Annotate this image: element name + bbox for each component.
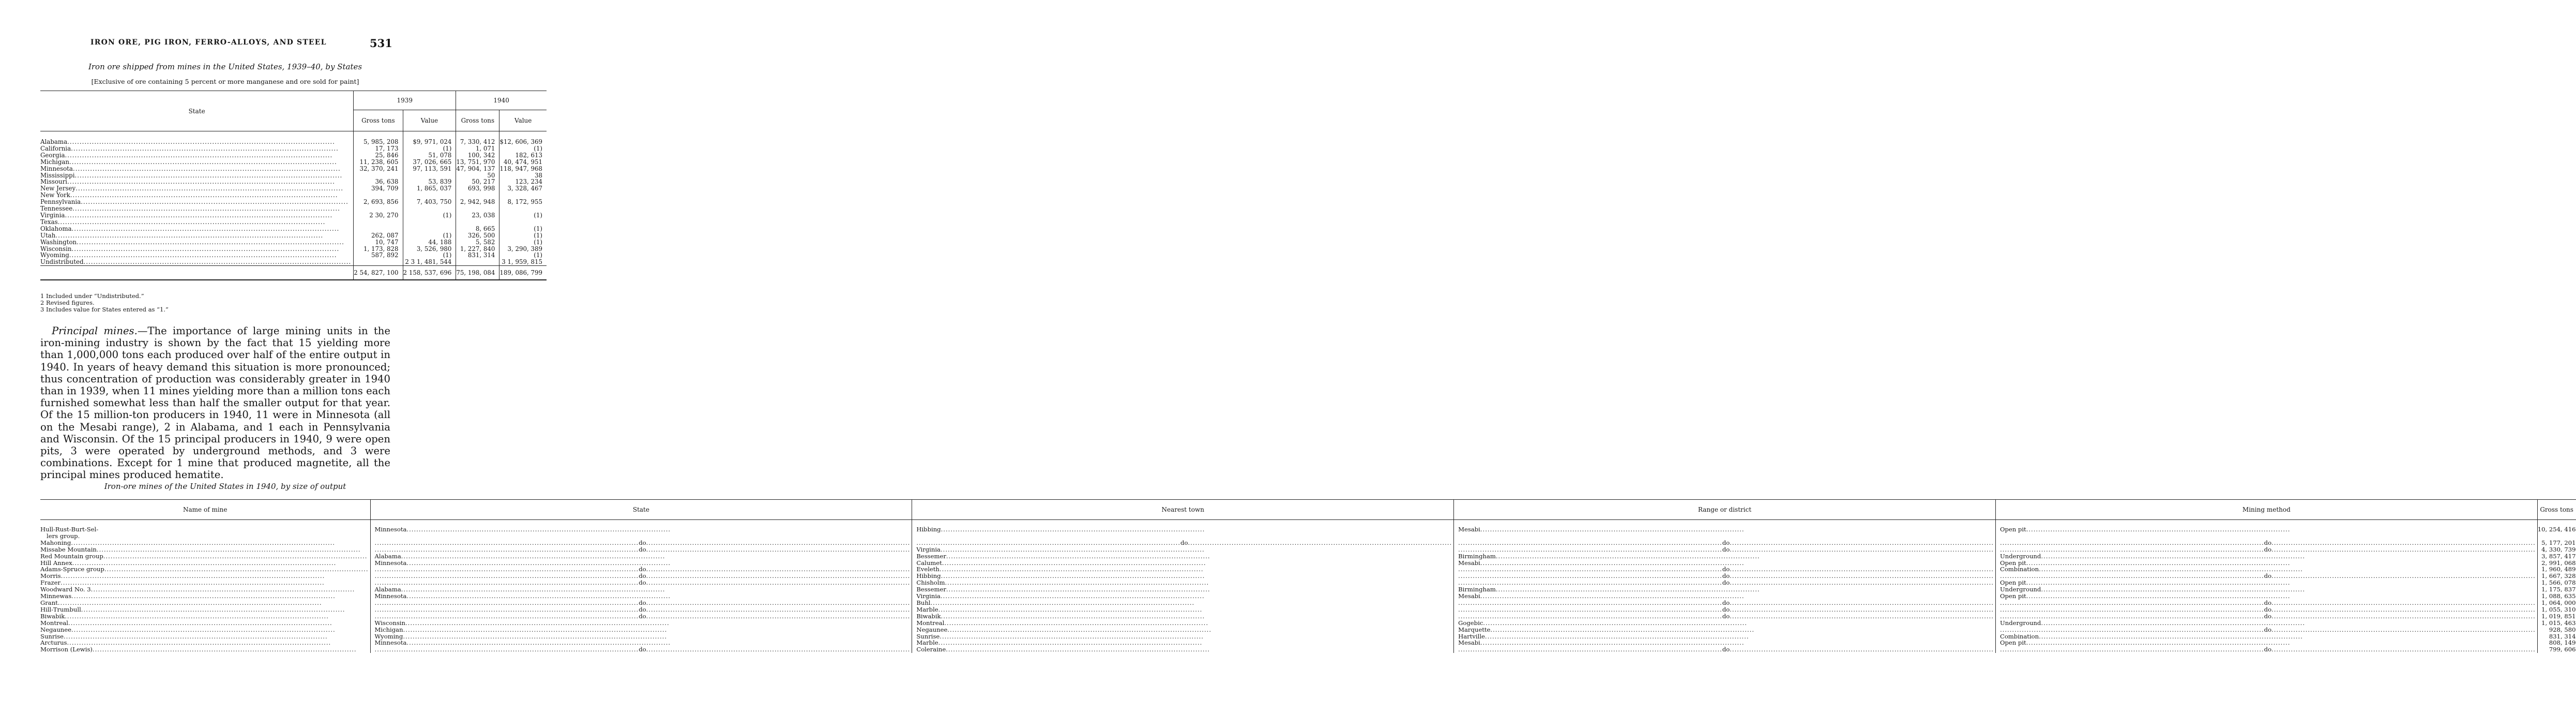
header-gross-tons: Gross tons bbox=[2537, 500, 2575, 520]
cell-gross-tons: 831, 314 bbox=[2537, 633, 2575, 640]
shipments-row bbox=[40, 219, 547, 226]
cell-g40: 50, 217 bbox=[456, 178, 499, 185]
total-v39: 2 158, 537, 696 bbox=[403, 266, 456, 280]
state-name: Undistributed bbox=[40, 258, 84, 266]
value-1939-header: Value bbox=[403, 110, 456, 131]
cell-v39: 97, 113, 591 bbox=[403, 166, 456, 172]
shipments-total-row bbox=[40, 266, 547, 280]
cell-g39: 17, 173 bbox=[354, 145, 403, 152]
cell-town: Marble bbox=[916, 639, 938, 647]
cell-g40: 1, 227, 840 bbox=[456, 246, 499, 252]
gross-tons-1940-header: Gross tons bbox=[456, 110, 499, 131]
cell-v40: (1) bbox=[499, 145, 547, 152]
cell-range: Hartville bbox=[1458, 632, 1485, 640]
cell-state: Minnesota bbox=[374, 559, 407, 567]
cell-range: do bbox=[1722, 566, 1730, 573]
shipments-row bbox=[40, 166, 547, 172]
state-name: Georgia bbox=[40, 151, 65, 159]
cell-state: Minnesota bbox=[374, 592, 407, 600]
cell-g39: 1, 173, 828 bbox=[354, 246, 403, 252]
cell-method: Underground bbox=[1999, 552, 2041, 560]
state-name: Virginia bbox=[40, 211, 65, 219]
cell-method: Combination bbox=[1999, 566, 2039, 573]
cell-g39: 25, 846 bbox=[354, 152, 403, 159]
cell-method: Open pit bbox=[1999, 592, 2026, 600]
cell-range: do bbox=[1722, 545, 1730, 553]
cell-town: Virginia bbox=[916, 592, 941, 600]
cell-range: Mesabi bbox=[1458, 526, 1480, 533]
col-state-header: State bbox=[40, 91, 354, 131]
cell-v40: 182, 613 bbox=[499, 152, 547, 159]
cell-gross-tons: 799, 606 bbox=[2537, 646, 2575, 653]
mine-name: Woodward No. 3 bbox=[40, 586, 91, 593]
mine-name: Sunrise bbox=[40, 632, 64, 640]
cell-g39: 5, 985, 208 bbox=[354, 139, 403, 145]
mine-name: Morrison (Lewis) bbox=[40, 646, 93, 653]
cell-state: do bbox=[639, 599, 646, 606]
cell-town: Marble bbox=[916, 605, 938, 613]
cell-method: Open pit bbox=[1999, 559, 2026, 567]
cell-v39 bbox=[403, 219, 456, 226]
cell-gross-tons: 928, 580 bbox=[2537, 627, 2575, 633]
cell-state: Alabama bbox=[374, 552, 401, 560]
cell-gross-tons: 1, 019, 851 bbox=[2537, 613, 2575, 620]
cell-method: do bbox=[2264, 646, 2272, 653]
cell-g39 bbox=[354, 259, 403, 265]
cell-range: Mesabi bbox=[1458, 592, 1480, 600]
cell-state: Minnesota bbox=[374, 526, 407, 533]
shipments-row bbox=[40, 232, 547, 239]
cell-v40: 123, 234 bbox=[499, 178, 547, 185]
cell-method: Open pit bbox=[1999, 579, 2026, 587]
total-g39: 2 54, 827, 100 bbox=[354, 266, 403, 280]
cell-state: do bbox=[639, 646, 646, 653]
table1-footnotes bbox=[40, 293, 169, 313]
cell-gross-tons: 1, 015, 463 bbox=[2537, 620, 2575, 627]
state-name: Oklahoma bbox=[40, 225, 72, 232]
state-name: Texas bbox=[40, 218, 58, 226]
shipments-row bbox=[40, 259, 547, 265]
shipments-row bbox=[40, 145, 547, 152]
cell-g39: 32, 370, 241 bbox=[354, 166, 403, 172]
cell-gross-tons: 2, 991, 068 bbox=[2537, 560, 2575, 567]
cell-method: Open pit bbox=[1999, 526, 2026, 533]
mine-row bbox=[40, 606, 2576, 613]
mine-name: Hull-Rust-Burt-Sel- bbox=[40, 526, 99, 533]
cell-method: do bbox=[2264, 626, 2272, 633]
cell-v40: 3, 328, 467 bbox=[499, 185, 547, 192]
cell-range: do bbox=[1722, 579, 1730, 587]
cell-range: Mesabi bbox=[1458, 639, 1480, 647]
cell-gross-tons: 1, 064, 000 bbox=[2537, 600, 2575, 606]
cell-g40 bbox=[456, 219, 499, 226]
cell-method: do bbox=[2264, 599, 2272, 606]
cell-range: do bbox=[1722, 539, 1730, 546]
cell-state: do bbox=[639, 572, 646, 580]
mine-name: Arcturus bbox=[40, 639, 67, 647]
mine-row bbox=[40, 620, 2576, 627]
cell-g40: 5, 582 bbox=[456, 239, 499, 246]
mine-name: Missabe Mountain bbox=[40, 545, 97, 553]
mine-row bbox=[40, 600, 2576, 606]
header-nearest-town: Nearest town bbox=[912, 500, 1454, 520]
cell-method: do bbox=[2264, 545, 2272, 553]
cell-v40: (1) bbox=[499, 232, 547, 239]
cell-state: Michigan bbox=[374, 626, 403, 633]
cell-v39: 44, 188 bbox=[403, 239, 456, 246]
cell-method: Underground bbox=[1999, 619, 2041, 627]
shipments-row bbox=[40, 239, 547, 246]
total-g40: 75, 198, 084 bbox=[456, 266, 499, 280]
cell-g39: 394, 709 bbox=[354, 185, 403, 192]
cell-town: Biwabik bbox=[916, 612, 941, 620]
cell-state: Wisconsin bbox=[374, 619, 405, 627]
cell-v39: 7, 403, 750 bbox=[403, 199, 456, 205]
cell-gross-tons: 1, 175, 837 bbox=[2537, 586, 2575, 593]
paragraph-lead: Principal mines. bbox=[52, 325, 138, 337]
cell-g40 bbox=[456, 259, 499, 265]
cell-v39: $9, 971, 024 bbox=[403, 139, 456, 145]
cell-gross-tons: 1, 960, 489 bbox=[2537, 566, 2575, 573]
cell-g40: 100, 342 bbox=[456, 152, 499, 159]
cell-g40: 1, 071 bbox=[456, 145, 499, 152]
cell-g40: 326, 500 bbox=[456, 232, 499, 239]
mine-row bbox=[40, 646, 2576, 653]
cell-v39: (1) bbox=[403, 145, 456, 152]
mine-row bbox=[40, 553, 2576, 560]
cell-state: do bbox=[639, 579, 646, 587]
table1-caption: Iron ore shipped from mines in the United States, 1939–40, by States bbox=[88, 62, 362, 71]
cell-g40: 7, 330, 412 bbox=[456, 139, 499, 145]
cell-g40: 50 bbox=[456, 172, 499, 179]
mine-name: Adams-Spruce group bbox=[40, 566, 104, 573]
state-name: New Jersey bbox=[40, 185, 76, 192]
cell-state: do bbox=[639, 545, 646, 553]
cell-v39: 3, 526, 980 bbox=[403, 246, 456, 252]
cell-gross-tons: 3, 857, 417 bbox=[2537, 553, 2575, 560]
footnote-1: 1 Included under “Undistributed.” bbox=[40, 292, 144, 300]
cell-v39: 51, 078 bbox=[403, 152, 456, 159]
state-name: Wisconsin bbox=[40, 245, 72, 252]
cell-town: Hibbing bbox=[916, 572, 941, 580]
mine-row bbox=[40, 546, 2576, 553]
cell-town: Sunrise bbox=[916, 632, 940, 640]
cell-g40: 8, 665 bbox=[456, 226, 499, 232]
state-name: New York bbox=[40, 191, 70, 199]
cell-v40: 3, 290, 389 bbox=[499, 246, 547, 252]
cell-v40: (1) bbox=[499, 226, 547, 232]
header-state: State bbox=[370, 500, 912, 520]
paragraph-text: —The importance of large mining units in the iron-mining industry is shown by the fact that 15 yielding more than 1,000,000 tons each produced over half of the entire output in 1940. In years of heavy demand this situation is more pronounced; thus concentration of production was considerably greater in 1940 than in 1939, when 11 mines yielding more than a million tons each furnished somewhat less than half the smaller output for that year. Of the 15 million-ton producers in 1940, 11 were in Minnesota (all on the Mesabi range), 2 in Alabama, and 1 each in Pennsylvania and Wisconsin. Of the 15 principal producers in 1940, 9 were open pits, 3 were operated by underground methods, and 3 were combinations. Except for 1 mine that produced magnetite, all the principal mines produced hematite. bbox=[40, 325, 390, 481]
cell-method: do bbox=[2264, 612, 2272, 620]
cell-method: Open pit bbox=[1999, 639, 2026, 647]
state-name: Wyoming bbox=[40, 251, 69, 259]
cell-state: do bbox=[639, 566, 646, 573]
cell-v40: $12, 606, 369 bbox=[499, 139, 547, 145]
footnote-3: 3 Includes value for States entered as “1.” bbox=[40, 306, 169, 313]
mine-name: Negaunee bbox=[40, 626, 71, 633]
state-name: Michigan bbox=[40, 158, 70, 166]
cell-v40 bbox=[499, 219, 547, 226]
cell-g40: 47, 904, 137 bbox=[456, 166, 499, 172]
header-range-or-district: Range or district bbox=[1454, 500, 1996, 520]
mine-row bbox=[40, 526, 2576, 540]
cell-v40: 8, 172, 955 bbox=[499, 199, 547, 205]
cell-range: do bbox=[1722, 646, 1730, 653]
cell-v40: (1) bbox=[499, 212, 547, 219]
value-1940-header: Value bbox=[499, 110, 547, 131]
cell-range: do bbox=[1722, 612, 1730, 620]
cell-g39: 587, 892 bbox=[354, 252, 403, 259]
cell-v40: 118, 947, 968 bbox=[499, 166, 547, 172]
shipments-row bbox=[40, 152, 547, 159]
cell-g39: 10, 747 bbox=[354, 239, 403, 246]
cell-state: do bbox=[639, 612, 646, 620]
total-v40: 189, 086, 799 bbox=[499, 266, 547, 280]
cell-range: Gogebic bbox=[1458, 619, 1483, 627]
state-name: Missouri bbox=[40, 178, 68, 186]
table2-caption: Iron-ore mines of the United States in 1940, by size of output bbox=[104, 482, 346, 491]
cell-g40: 693, 998 bbox=[456, 185, 499, 192]
footnote-2: 2 Revised figures. bbox=[40, 299, 95, 306]
mine-row bbox=[40, 613, 2576, 620]
cell-g39: 11, 238, 605 bbox=[354, 159, 403, 166]
cell-method: Combination bbox=[1999, 632, 2039, 640]
cell-state: do bbox=[639, 539, 646, 546]
header-mining-method: Mining method bbox=[1995, 500, 2537, 520]
state-name: Tennessee bbox=[40, 205, 73, 213]
state-name: Pennsylvania bbox=[40, 198, 81, 206]
cell-town: Virginia bbox=[916, 545, 941, 553]
cell-g40: 2, 942, 948 bbox=[456, 199, 499, 205]
cell-state: Wyoming bbox=[374, 632, 403, 640]
state-name: Minnesota bbox=[40, 165, 73, 172]
mine-name: Morris bbox=[40, 572, 61, 580]
mine-row bbox=[40, 627, 2576, 633]
cell-town: Chisholm bbox=[916, 579, 945, 587]
cell-town: Negaunee bbox=[916, 626, 948, 633]
gross-tons-1939-header: Gross tons bbox=[354, 110, 403, 131]
year-1940-header: 1940 bbox=[456, 91, 547, 110]
cell-g39: 2, 693, 856 bbox=[354, 199, 403, 205]
cell-range: Mesabi bbox=[1458, 559, 1480, 567]
cell-gross-tons: 1, 667, 328 bbox=[2537, 573, 2575, 579]
cell-g39: 36, 638 bbox=[354, 178, 403, 185]
cell-g39: 262, 087 bbox=[354, 232, 403, 239]
cell-range: do bbox=[1722, 599, 1730, 606]
mine-row bbox=[40, 540, 2576, 546]
cell-v40: (1) bbox=[499, 252, 547, 259]
cell-gross-tons: 1, 055, 310 bbox=[2537, 606, 2575, 613]
cell-method: do bbox=[2264, 572, 2272, 580]
mine-name: Montreal bbox=[40, 619, 69, 627]
shipments-table bbox=[40, 91, 547, 280]
principal-mines-paragraph bbox=[40, 325, 390, 481]
cell-v39: 53, 839 bbox=[403, 178, 456, 185]
state-name: Utah bbox=[40, 231, 56, 239]
mines-table bbox=[40, 499, 2576, 653]
cell-method: Underground bbox=[1999, 586, 2041, 593]
cell-state: Alabama bbox=[374, 586, 401, 593]
mine-name: Hill Annex bbox=[40, 559, 72, 567]
cell-v40: 40, 474, 951 bbox=[499, 159, 547, 166]
cell-method: do bbox=[2264, 605, 2272, 613]
cell-g40: 13, 751, 970 bbox=[456, 159, 499, 166]
cell-v40: 3 1, 959, 815 bbox=[499, 259, 547, 265]
page-number: 531 bbox=[370, 37, 392, 50]
table1-subcaption: [Exclusive of ore containing 5 percent or more manganese and ore sold for paint] bbox=[91, 78, 359, 85]
shipments-row bbox=[40, 226, 547, 232]
shipments-row bbox=[40, 212, 547, 219]
cell-range: do bbox=[1722, 572, 1730, 580]
cell-g39 bbox=[354, 219, 403, 226]
state-name: Washington bbox=[40, 238, 77, 246]
cell-town: Bessemer bbox=[916, 552, 946, 560]
state-name: Mississippi bbox=[40, 171, 75, 179]
state-name: Alabama bbox=[40, 138, 68, 145]
cell-method: do bbox=[2264, 539, 2272, 546]
mine-name: Biwabik bbox=[40, 612, 65, 620]
cell-range: Marquette bbox=[1458, 626, 1491, 633]
mine-name-cont: lers group. bbox=[47, 532, 80, 540]
cell-gross-tons: 4, 330, 739 bbox=[2537, 546, 2575, 553]
cell-v40: (1) bbox=[499, 239, 547, 246]
shipments-row bbox=[40, 159, 547, 166]
state-name: California bbox=[40, 144, 71, 152]
shipments-row bbox=[40, 139, 547, 145]
cell-v39: (1) bbox=[403, 232, 456, 239]
cell-gross-tons: 808, 149 bbox=[2537, 639, 2575, 646]
cell-g39 bbox=[354, 226, 403, 232]
cell-range: do bbox=[1722, 605, 1730, 613]
cell-v39: 37, 026, 665 bbox=[403, 159, 456, 166]
cell-town: Buhl bbox=[916, 599, 931, 606]
cell-town: Montreal bbox=[916, 619, 945, 627]
cell-state: Minnesota bbox=[374, 639, 407, 647]
mine-name: Minnewas bbox=[40, 592, 72, 600]
cell-v39: (1) bbox=[403, 212, 456, 219]
cell-v39: 2 3 1, 481, 544 bbox=[403, 259, 456, 265]
cell-g40: 23, 038 bbox=[456, 212, 499, 219]
cell-gross-tons: 1, 566, 078 bbox=[2537, 579, 2575, 586]
header-name-of-mine: Name of mine bbox=[40, 500, 370, 520]
cell-gross-tons: 10, 254, 416 bbox=[2537, 526, 2575, 540]
mine-name: Red Mountain group bbox=[40, 552, 103, 560]
cell-g39: 2 30, 270 bbox=[354, 212, 403, 219]
year-1939-header: 1939 bbox=[354, 91, 456, 110]
cell-town: Hibbing bbox=[916, 526, 941, 533]
mine-name: Mahoning bbox=[40, 539, 71, 546]
cell-range: Birmingham bbox=[1458, 552, 1496, 560]
mine-name: Grant bbox=[40, 599, 58, 606]
cell-gross-tons: 5, 177, 201 bbox=[2537, 540, 2575, 546]
cell-v39 bbox=[403, 226, 456, 232]
cell-gross-tons: 1, 088, 635 bbox=[2537, 593, 2575, 600]
cell-town: Coleraine bbox=[916, 646, 946, 653]
cell-town: do bbox=[1180, 539, 1188, 546]
mine-name: Hill-Trumbull bbox=[40, 605, 81, 613]
running-header: IRON ORE, PIG IRON, FERRO-ALLOYS, AND STEEL bbox=[90, 38, 327, 47]
cell-v39: (1) bbox=[403, 252, 456, 259]
cell-town: Calumet bbox=[916, 559, 942, 567]
cell-v39: 1, 865, 037 bbox=[403, 185, 456, 192]
cell-state: do bbox=[639, 605, 646, 613]
cell-town: Bessemer bbox=[916, 586, 946, 593]
cell-v40: 38 bbox=[499, 172, 547, 179]
cell-town: Eveleth bbox=[916, 566, 940, 573]
cell-range: Birmingham bbox=[1458, 586, 1496, 593]
mine-name: Frazer bbox=[40, 579, 61, 587]
cell-g40: 831, 314 bbox=[456, 252, 499, 259]
